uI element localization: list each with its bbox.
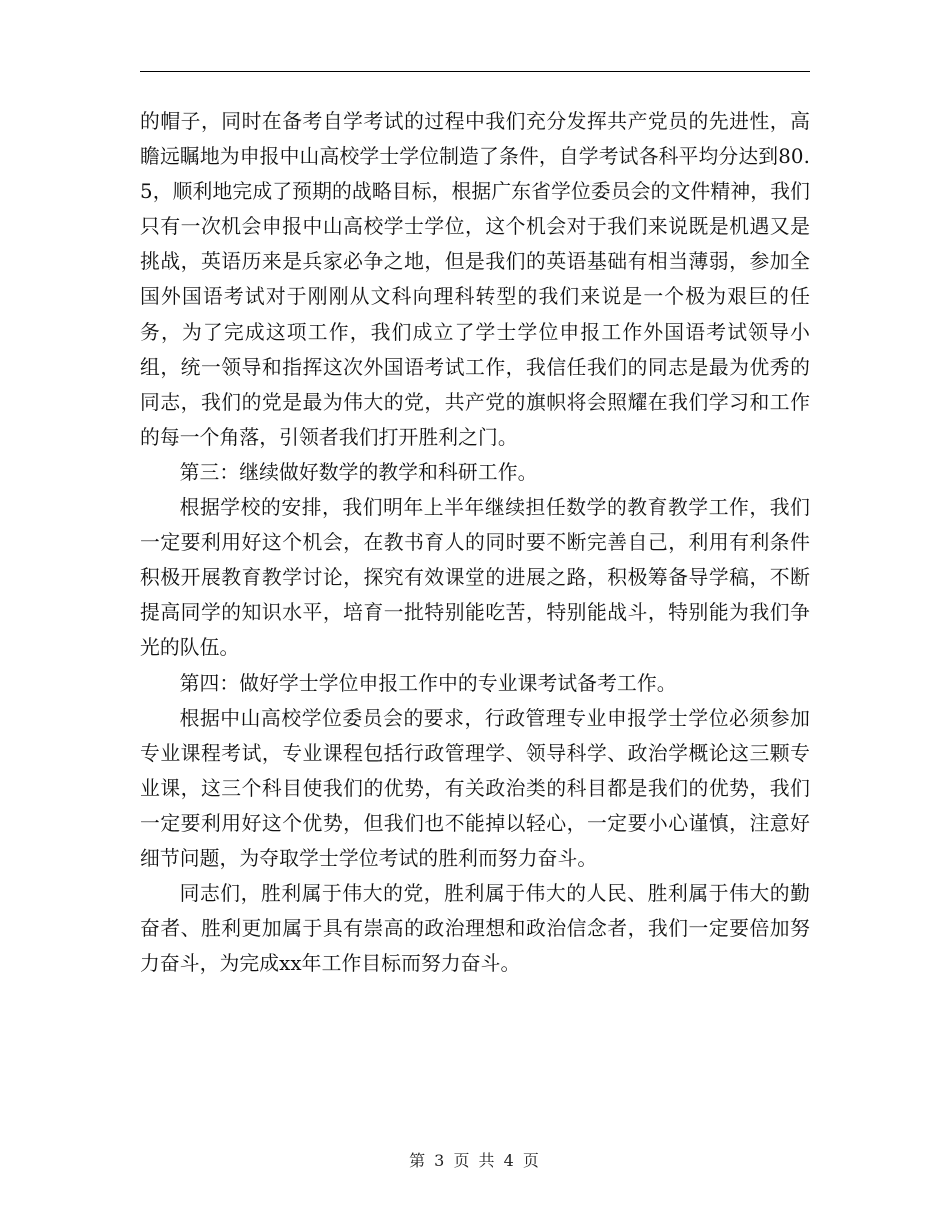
paragraph-continuation: 的帽子，同时在备考自学考试的过程中我们充分发挥共产党员的先进性，高瞻远瞩地为申报中山高校学士学位制造了条件，自学考试各科平均分达到80.5，顺利地完成了预期的战略目标，根据广东省学位委员会的文件精神，我们只有一次机会申报中山高校学士学位，这个机会对于我们来说既是机遇又是挑战，英语历来是兵家必争之地，但是我们的英语基础有相当薄弱，参加全国外国语考试对于刚刚从文科向理科转型的我们来说是一个极为艰巨的任务，为了完成这项工作，我们成立了学士学位申报工作外国语考试领导小组，统一领导和指挥这次外国语考试工作，我信任我们的同志是最为优秀的同志，我们的党是最为伟大的党，共产党的旗帜将会照耀在我们学习和工作的每一个角落，引领者我们打开胜利之门。	[140, 110, 810, 449]
paragraph-math-teaching: 根据学校的安排，我们明年上半年继续担任数学的教育教学工作，我们一定要利用好这个机会，在教书育人的同时要不断完善自己，利用有利条件积极开展教育教学讨论，探究有效课堂的进展之路，积极筹备导学稿，不断提高同学的知识水平，培育一批特别能吃苦，特别能战斗，特别能为我们争光的队伍。	[140, 496, 810, 660]
page-number-footer: 第 3 页 共 4 页	[409, 1151, 541, 1170]
paragraph-professional-exam: 根据中山高校学位委员会的要求，行政管理专业申报学士学位必须参加专业课程考试，专业课程包括行政管理学、领导科学、政治学概论这三颗专业课，这三个科目使我们的优势，有关政治类的科目都是我们的优势，我们一定要利用好这个优势，但我们也不能掉以轻心，一定要小心谨慎，注意好细节问题，为夺取学士学位考试的胜利而努力奋斗。	[140, 706, 810, 870]
paragraph-heading-fourth: 第四：做好学士学位申报工作中的专业课考试备考工作。	[179, 671, 677, 695]
paragraph-heading-third: 第三：继续做好数学的教学和科研工作。	[179, 460, 538, 484]
paragraph-closing: 同志们，胜利属于伟大的党，胜利属于伟大的人民、胜利属于伟大的勤奋者、胜利更加属于具有崇高的政治理想和政治信念者，我们一定要倍加努力奋斗，为完成xx年工作目标而努力奋斗。	[140, 882, 810, 976]
document-body	[140, 104, 810, 981]
header-rule	[140, 71, 810, 72]
